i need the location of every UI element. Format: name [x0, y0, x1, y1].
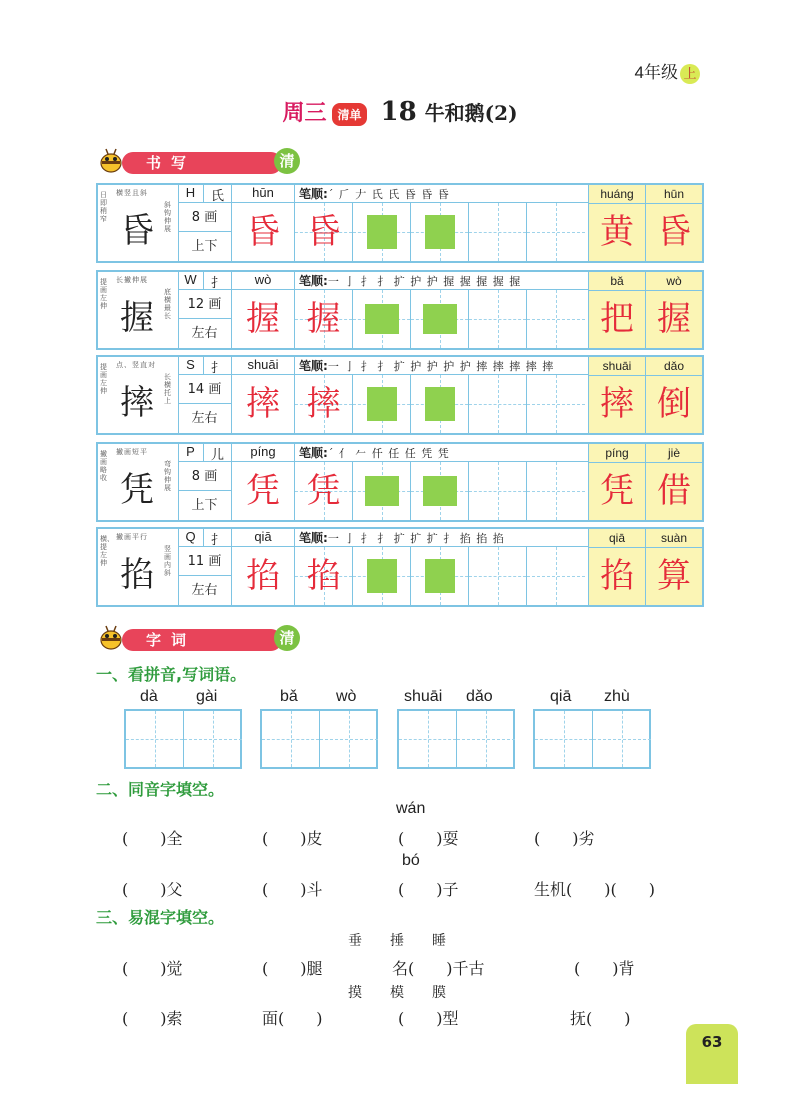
word-cell [588, 444, 645, 520]
trace-character: 凭 [246, 471, 280, 511]
fill-blank[interactable]: ( )子 [398, 880, 459, 899]
practice-cell[interactable] [469, 203, 527, 261]
q1-pinyin: shuāi [404, 688, 443, 705]
practice-cell[interactable] [411, 203, 469, 261]
stroke-count: 12 画 [178, 290, 232, 319]
word-character: 黄 [600, 212, 634, 252]
section-writing-header [96, 144, 336, 178]
word-cell [588, 185, 645, 261]
fill-blank[interactable]: 抚( ) [570, 1009, 631, 1028]
stroke-order-label: 笔顺: [299, 359, 328, 373]
trace-cell [295, 203, 353, 261]
practice-cell[interactable] [527, 462, 585, 520]
index-letter: P [178, 444, 204, 462]
trace-cell [295, 375, 353, 433]
stroke-note: 斜钩伸展 [164, 201, 171, 233]
stroke-note: 竖画内斜 [164, 545, 171, 577]
stroke-note: 横竖且斜 [116, 189, 148, 197]
word-cell [645, 185, 702, 261]
structure: 左右 [178, 319, 232, 348]
stroke-count: 8 画 [178, 462, 232, 491]
word-pinyin: suàn [646, 529, 702, 548]
q2-pinyin: bó [402, 852, 420, 869]
word-cell [588, 272, 645, 348]
word-pinyin: qiā [589, 529, 645, 548]
structure: 上下 [178, 491, 232, 520]
stroke-note: 撇画短平 [116, 448, 148, 456]
model-character: 凭 [120, 470, 154, 510]
stroke-count: 8 画 [178, 203, 232, 232]
index-letter: S [178, 357, 204, 375]
fill-blank[interactable]: 名( )千古 [392, 959, 485, 978]
index-letter: H [178, 185, 204, 203]
word-character: 把 [600, 299, 634, 339]
structure: 上下 [178, 232, 232, 261]
char-pinyin: shuāi [232, 357, 295, 375]
practice-cell[interactable] [527, 203, 585, 261]
section-writing-label: 书写 [122, 152, 282, 174]
char-pinyin: wò [232, 272, 295, 290]
lesson-title: 牛和鹅(2) [424, 101, 518, 125]
practice-cell[interactable] [353, 203, 411, 261]
word-cell [645, 444, 702, 520]
stroke-order [295, 529, 588, 547]
practice-cell[interactable] [527, 547, 585, 605]
character-row [96, 355, 704, 435]
stroke-note: 提画左伸 [100, 363, 107, 395]
character-row [96, 527, 704, 607]
green-block [367, 559, 397, 593]
trace-cell [232, 203, 295, 261]
word-cells [588, 529, 702, 605]
word-pinyin: píng [589, 444, 645, 463]
green-block [425, 215, 455, 249]
structure: 左右 [178, 576, 232, 605]
word-pinyin: hūn [646, 185, 702, 204]
green-block [367, 387, 397, 421]
radical: 扌 [204, 272, 232, 290]
character-row [96, 183, 704, 263]
q1-pinyin: qiā [550, 688, 572, 705]
fill-blank[interactable]: ( )耍 [398, 829, 459, 848]
stroke-order-sequence: ˊ 亻 𠂉 仟 任 任 凭 凭 [327, 447, 450, 460]
stroke-order-label: 笔顺: [299, 446, 328, 460]
practice-cell[interactable] [411, 290, 469, 348]
character-row [96, 270, 704, 350]
word-cell [645, 272, 702, 348]
char-pinyin: píng [232, 444, 295, 462]
model-character-cell [98, 185, 179, 261]
stroke-order [295, 444, 588, 462]
practice-cell[interactable] [411, 375, 469, 433]
word-pinyin: shuāi [589, 357, 645, 376]
q1-pinyin: bǎ [280, 688, 298, 705]
stroke-order [295, 272, 588, 290]
radical: 儿 [204, 444, 232, 462]
word-pinyin: huáng [589, 185, 645, 204]
stroke-order [295, 357, 588, 375]
practice-cell[interactable] [469, 547, 527, 605]
word-cells [588, 444, 702, 520]
word-character: 掐 [600, 556, 634, 596]
word-cells [588, 185, 702, 261]
qing-badge-icon: 清 [274, 148, 300, 174]
practice-cell[interactable] [411, 547, 469, 605]
stroke-order [295, 185, 588, 203]
trace-character: 握 [306, 299, 341, 339]
stroke-count: 14 画 [178, 375, 232, 404]
fill-blank[interactable]: ( )腿 [262, 959, 323, 978]
title-week: 周三 [282, 101, 327, 126]
stroke-note: 撇画略收 [100, 450, 107, 482]
word-cells [588, 357, 702, 433]
question-2-heading: 二、同音字填空。 [96, 780, 225, 799]
lesson-number: 18 [380, 97, 417, 127]
practice-cell[interactable] [353, 290, 411, 348]
q3-chars: 摸 模 膜 [348, 985, 446, 1001]
model-character-cell [98, 529, 179, 605]
word-character: 倒 [657, 384, 691, 424]
stroke-note: 日即稍窄 [100, 191, 107, 223]
structure: 左右 [178, 404, 232, 433]
practice-cell[interactable] [353, 375, 411, 433]
stroke-order-sequence: 一 亅 扌 扌 扩 护 护 护 护 摔 摔 摔 摔 摔 [327, 360, 555, 373]
word-character: 昏 [657, 212, 691, 252]
practice-cell[interactable] [527, 375, 585, 433]
answer-box[interactable] [260, 709, 378, 769]
page-number: 63 [686, 1024, 738, 1084]
stroke-order-sequence: 一 亅 扌 扌 扩 扩 扩 扌 掐 掐 掐 [327, 532, 505, 545]
fill-blank[interactable]: 生机( )( ) [534, 880, 655, 899]
stroke-order-sequence: ˊ 𠂆 𠂇 氏 氏 昏 昏 昏 [327, 188, 450, 201]
model-character: 掐 [120, 555, 154, 595]
stroke-order-label: 笔顺: [299, 531, 328, 545]
trace-cell [232, 290, 295, 348]
trace-cell [232, 547, 295, 605]
section-words-header [96, 621, 336, 655]
trace-character: 昏 [246, 212, 280, 252]
trace-cell [295, 462, 353, 520]
answer-box[interactable] [533, 709, 651, 769]
grade-tag: 上 [680, 64, 700, 84]
trace-cell [295, 290, 353, 348]
trace-character: 握 [246, 299, 280, 339]
qing-badge-icon: 清 [274, 625, 300, 651]
stroke-note: 弯钩伸展 [164, 460, 171, 492]
green-block [365, 304, 399, 334]
trace-character: 摔 [306, 384, 341, 424]
fill-blank[interactable]: ( )劣 [534, 829, 595, 848]
stroke-note: 横、提左伸 [100, 535, 114, 567]
trace-cell [232, 462, 295, 520]
fill-blank[interactable]: ( )背 [574, 959, 635, 978]
model-character: 昏 [120, 211, 154, 251]
index-letter: W [178, 272, 204, 290]
trace-character: 掐 [306, 556, 341, 596]
q1-pinyin: gài [196, 688, 218, 705]
word-cells [588, 272, 702, 348]
answer-box[interactable] [397, 709, 515, 769]
trace-cell [295, 547, 353, 605]
trace-character: 凭 [306, 471, 341, 511]
radical: 氏 [204, 185, 232, 203]
question-3-heading: 三、易混字填空。 [96, 908, 225, 927]
fill-blank[interactable]: ( )斗 [262, 880, 323, 899]
stroke-order-label: 笔顺: [299, 187, 328, 201]
stroke-order-sequence: 一 亅 扌 扌 扩 护 护 握 握 握 握 握 [327, 275, 522, 288]
stroke-note: 长横托上 [164, 373, 171, 405]
char-pinyin: hūn [232, 185, 295, 203]
fill-blank[interactable]: ( )索 [122, 1009, 183, 1028]
stroke-note: 提画左伸 [100, 278, 107, 310]
green-block [425, 387, 455, 421]
model-character: 摔 [120, 383, 154, 423]
char-pinyin: qiā [232, 529, 295, 547]
page-title [0, 96, 800, 127]
section-words-label: 字词 [122, 629, 282, 651]
fill-blank[interactable]: ( )父 [122, 880, 183, 899]
green-block [365, 476, 399, 506]
word-character: 摔 [600, 384, 634, 424]
practice-cell[interactable] [411, 462, 469, 520]
word-pinyin: bǎ [589, 272, 645, 291]
practice-cell[interactable] [353, 462, 411, 520]
fill-blank[interactable]: ( )皮 [262, 829, 323, 848]
q1-pinyin: dà [140, 688, 158, 705]
green-block [425, 559, 455, 593]
word-pinyin: dǎo [646, 357, 702, 376]
index-letter: Q [178, 529, 204, 547]
trace-character: 掐 [246, 556, 280, 596]
stroke-count: 11 画 [178, 547, 232, 576]
stroke-note: 撇画平行 [116, 533, 148, 541]
fill-blank[interactable]: ( )型 [398, 1009, 459, 1028]
model-character: 握 [120, 298, 154, 338]
character-row [96, 442, 704, 522]
q1-pinyin: wò [336, 688, 357, 705]
model-character-cell [98, 357, 179, 433]
question-1-heading: 一、看拼音,写词语。 [96, 665, 247, 684]
green-block [423, 304, 457, 334]
model-character-cell [98, 272, 179, 348]
word-character: 算 [657, 556, 691, 596]
practice-cell[interactable] [527, 290, 585, 348]
title-badge: 清单 [332, 103, 366, 126]
radical: 扌 [204, 529, 232, 547]
q1-pinyin: dǎo [466, 688, 493, 705]
word-pinyin: jiè [646, 444, 702, 463]
grade-text: 4年级 [634, 63, 678, 82]
stroke-order-label: 笔顺: [299, 274, 328, 288]
word-cell [588, 357, 645, 433]
practice-cell[interactable] [469, 462, 527, 520]
practice-cell[interactable] [353, 547, 411, 605]
practice-cell[interactable] [469, 290, 527, 348]
model-character-cell [98, 444, 179, 520]
fill-blank[interactable]: ( )觉 [122, 959, 183, 978]
grade-label [635, 58, 700, 84]
stroke-note: 长撇伸展 [116, 276, 148, 284]
trace-character: 摔 [246, 384, 280, 424]
trace-character: 昏 [306, 212, 341, 252]
word-character: 借 [657, 471, 691, 511]
word-pinyin: wò [646, 272, 702, 291]
stroke-note: 底横最长 [164, 288, 171, 320]
word-character: 握 [657, 299, 691, 339]
q2-pinyin: wán [396, 800, 426, 817]
answer-box[interactable] [124, 709, 242, 769]
stroke-note: 点、竖直对 [116, 361, 156, 369]
practice-cell[interactable] [469, 375, 527, 433]
q3-chars: 垂 捶 睡 [348, 933, 446, 949]
fill-blank[interactable]: ( )全 [122, 829, 183, 848]
green-block [367, 215, 397, 249]
radical: 扌 [204, 357, 232, 375]
word-cell [588, 529, 645, 605]
fill-blank[interactable]: 面( ) [262, 1009, 323, 1028]
word-cell [645, 529, 702, 605]
trace-cell [232, 375, 295, 433]
green-block [423, 476, 457, 506]
q1-pinyin: zhù [604, 688, 630, 705]
word-character: 凭 [600, 471, 634, 511]
word-cell [645, 357, 702, 433]
